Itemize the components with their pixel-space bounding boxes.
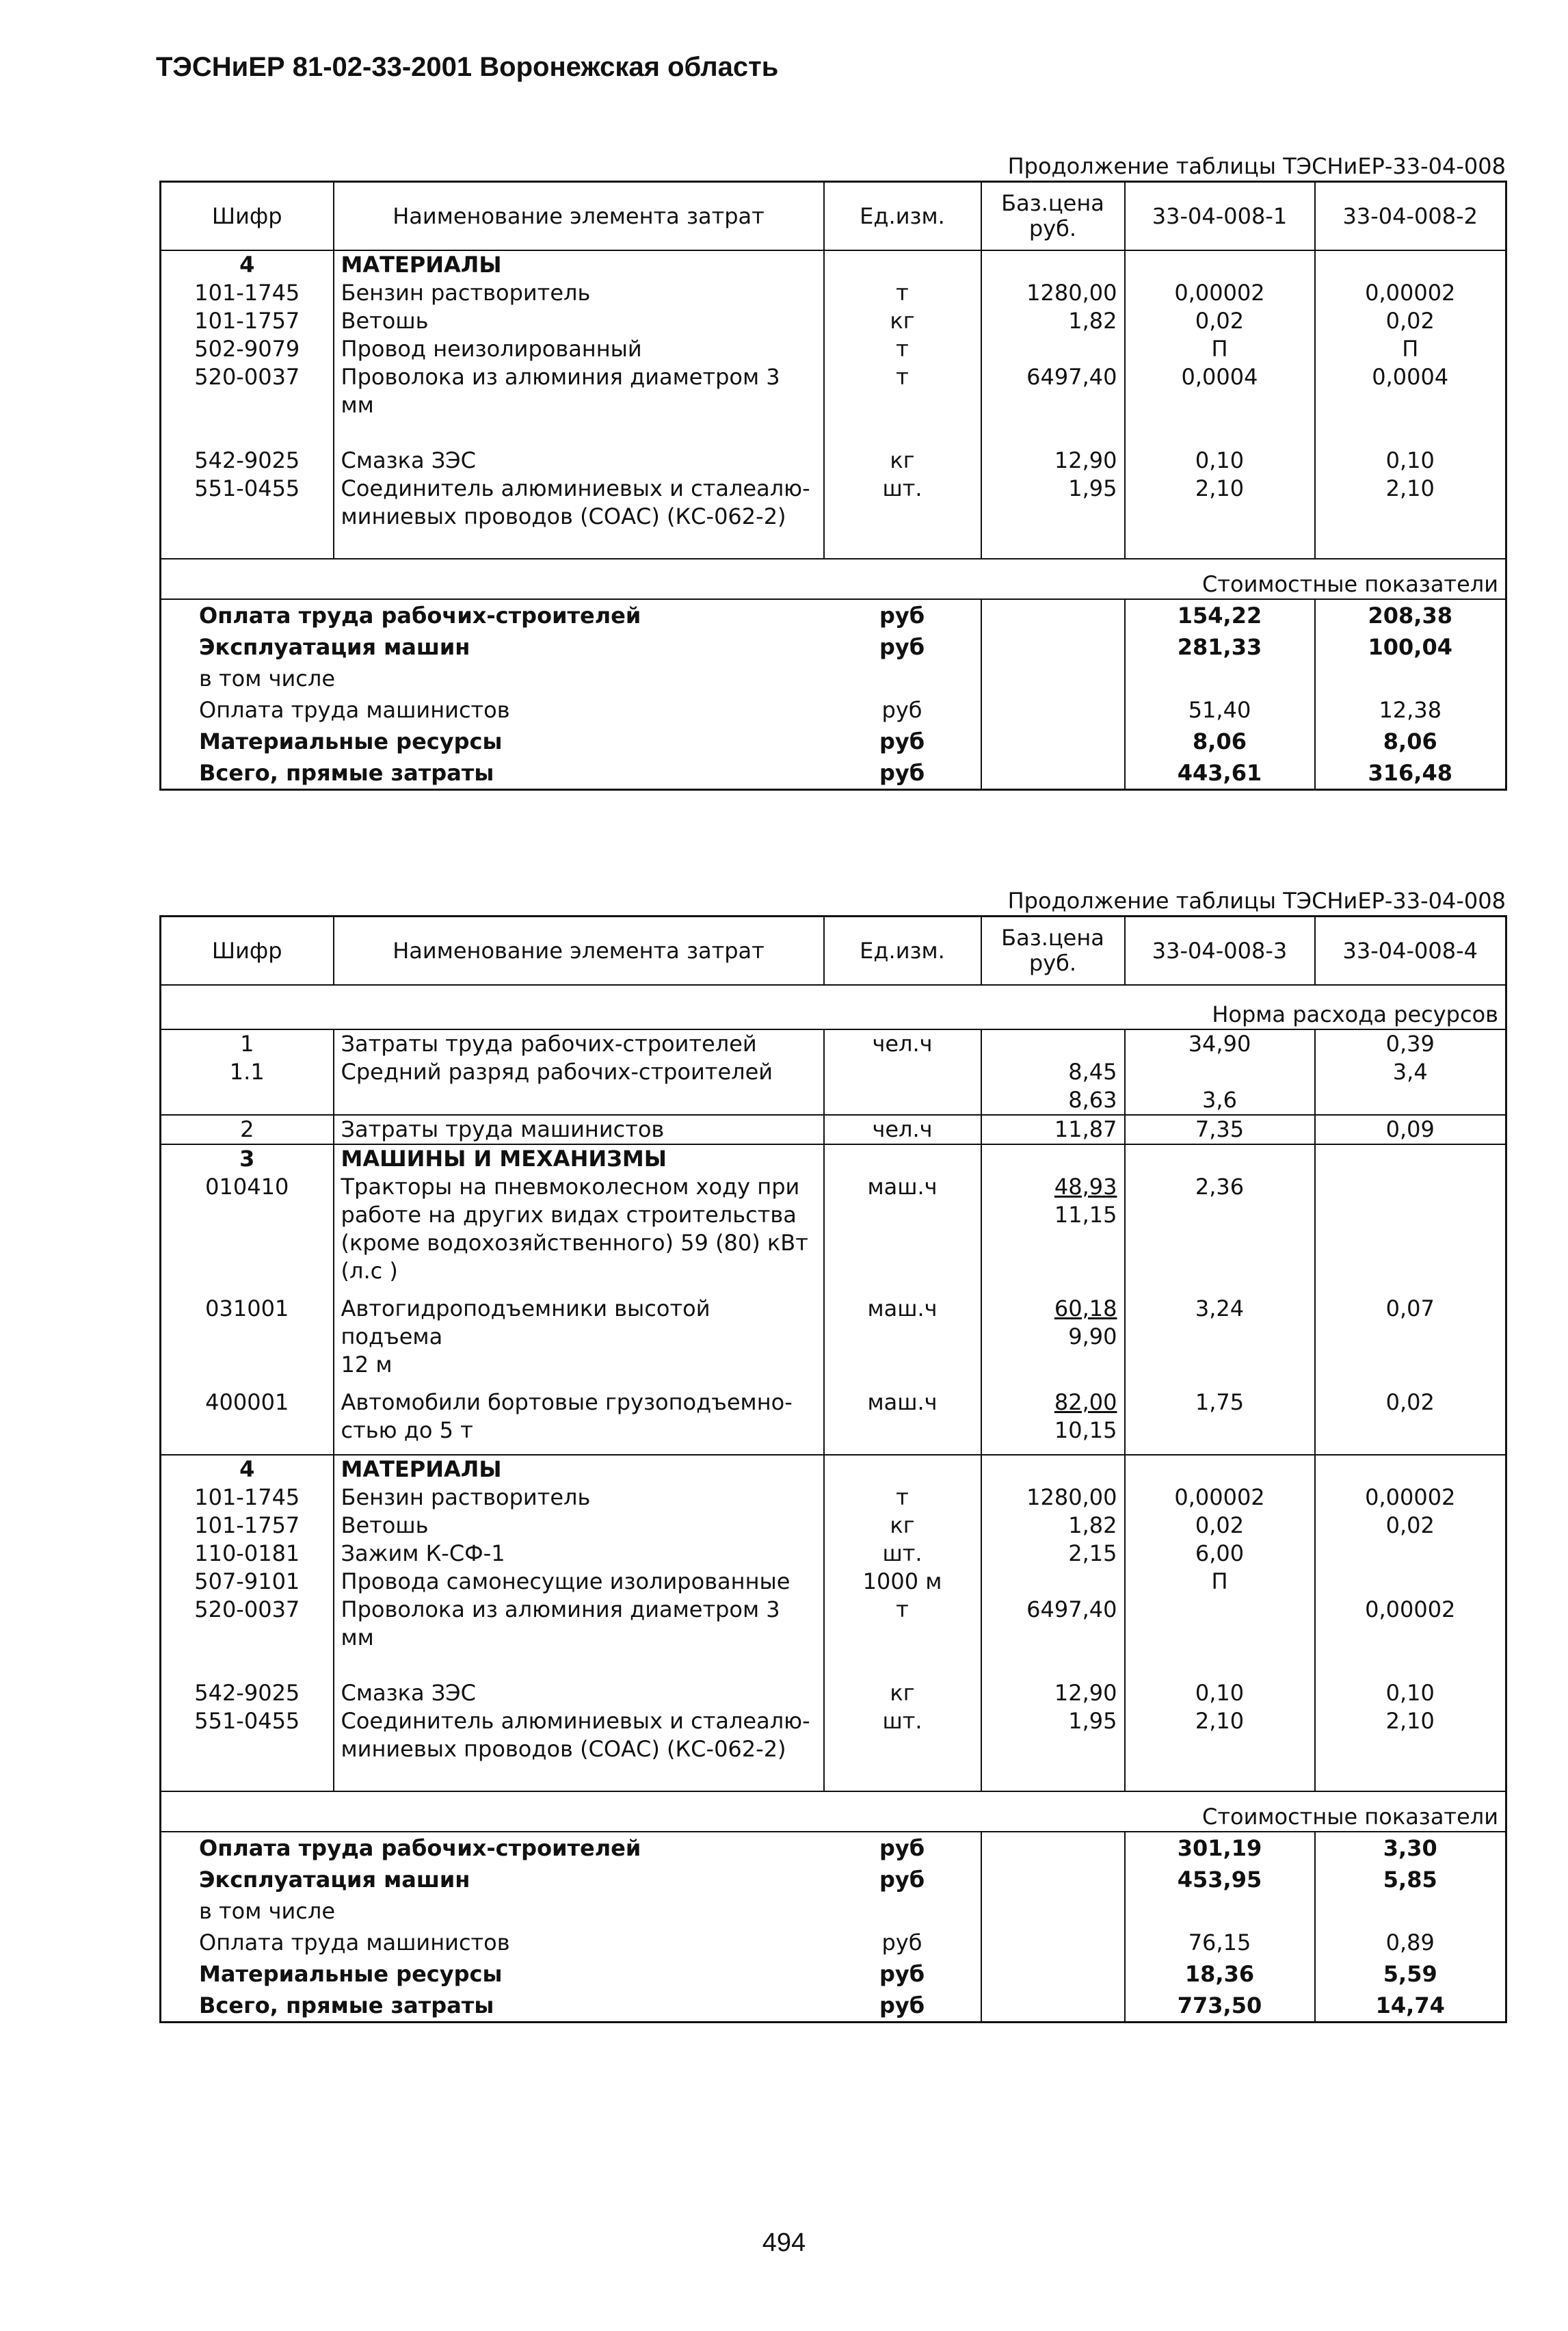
- row-code: 520-0037: [194, 364, 300, 390]
- document-title: ТЭСНиЕР 81-02-33-2001 Воронежская область: [156, 52, 779, 82]
- totals-value-a: 51,40: [1125, 694, 1315, 726]
- section-name: МАШИНЫ И МЕХАНИЗМЫ: [334, 1144, 824, 1173]
- row-unit: кг: [824, 1512, 981, 1540]
- totals-value-b: 5,59: [1315, 1958, 1506, 1990]
- totals-value-b: 14,74: [1315, 1990, 1506, 2023]
- totals-unit: руб: [879, 1835, 925, 1861]
- totals-unit: руб: [881, 1930, 922, 1955]
- totals-label: Оплата труда рабочих-строителей: [199, 603, 641, 629]
- empty-cell: [1125, 250, 1315, 279]
- totals-label: Всего, прямые затраты: [199, 1992, 494, 2018]
- cost-indicators-label: [161, 559, 1506, 599]
- row-name: Ветошь: [334, 307, 824, 335]
- price-main: 48,93: [1054, 1174, 1117, 1200]
- row-name: Тракторы на пневмоколесном ходу при работе на других видах строительства (кроме водохозяйственного) 59 (80) кВт (л.с ): [334, 1173, 824, 1295]
- row-price: [981, 335, 1125, 363]
- totals-value-a: [1125, 663, 1315, 694]
- machine-row: [161, 1388, 1506, 1455]
- empty-cell: [981, 1927, 1125, 1958]
- row-value-a: П: [1125, 335, 1315, 363]
- section-code: 4: [239, 1456, 255, 1482]
- row-unit: [824, 1058, 981, 1086]
- totals-value-a: 18,36: [1125, 1958, 1315, 1990]
- empty-cell: [1125, 1144, 1315, 1173]
- row-name: Затраты труда рабочих-строителей: [334, 1029, 824, 1058]
- totals-value-b: 12,38: [1315, 694, 1506, 726]
- row-price: 6497,40: [981, 363, 1125, 447]
- empty-cell: [981, 1144, 1125, 1173]
- table2: [159, 915, 1507, 2023]
- row-code: 031001: [205, 1295, 289, 1321]
- totals-row: [161, 599, 1506, 631]
- row-name: Смазка ЗЭС: [334, 447, 824, 475]
- row-value-a: 0,02: [1125, 307, 1315, 335]
- section-materials: [161, 250, 1506, 279]
- row-value-b: 0,07: [1315, 1295, 1506, 1388]
- totals-value-a: 773,50: [1125, 1990, 1315, 2023]
- row-unit: 1000 м: [824, 1568, 981, 1596]
- totals-value-b: [1315, 663, 1506, 694]
- material-row: [161, 363, 1506, 447]
- row-unit: кг: [824, 1679, 981, 1707]
- row-value-b: [1315, 1540, 1506, 1568]
- spacer-cell: [161, 1791, 1125, 1832]
- totals-row: [161, 1864, 1506, 1895]
- row-value-b: 0,00002: [1315, 1596, 1506, 1679]
- row-price: [981, 1173, 1125, 1295]
- row-name: Соединитель алюминиевых и сталеалю- миниевых проводов (СОАС) (КС-062-2): [334, 1707, 824, 1791]
- row-name: Затраты труда машинистов: [334, 1115, 824, 1144]
- totals-unit: руб: [879, 1992, 925, 2018]
- row-value-a: 7,35: [1125, 1115, 1315, 1144]
- empty-cell: [981, 631, 1125, 663]
- totals-row: [161, 1927, 1506, 1958]
- row-unit: [824, 1086, 981, 1115]
- row-value-a: 0,00002: [1125, 1484, 1315, 1512]
- row-code: 542-9025: [194, 447, 300, 473]
- empty-cell: [981, 250, 1125, 279]
- totals-value-a: 281,33: [1125, 631, 1315, 663]
- material-row: [161, 1568, 1506, 1596]
- table1-caption: Продолжение таблицы ТЭСНиЕР-33-04-008: [1007, 153, 1506, 179]
- section-code: 3: [239, 1146, 255, 1172]
- row-code: 520-0037: [194, 1596, 300, 1622]
- row-code: 542-9025: [194, 1680, 300, 1706]
- totals-value-a: 76,15: [1125, 1927, 1315, 1958]
- cost-indicators-label-text: Стоимостные показатели: [1125, 559, 1506, 599]
- col-header-a: 33-04-008-1: [1125, 182, 1315, 251]
- material-row: [161, 335, 1506, 363]
- empty-cell: [1125, 1455, 1315, 1484]
- row-unit: т: [824, 363, 981, 447]
- row-value-b: 0,39: [1315, 1029, 1506, 1058]
- section-name: МАТЕРИАЛЫ: [334, 250, 824, 279]
- row-value-a: 2,10: [1125, 475, 1315, 559]
- row-name: Зажим К-СФ-1: [334, 1540, 824, 1568]
- row-unit: чел.ч: [824, 1029, 981, 1058]
- row-value-b: П: [1315, 335, 1506, 363]
- row-value-b: 0,09: [1315, 1115, 1506, 1144]
- col-header-code: Шифр: [161, 182, 334, 251]
- row-value-a: 34,90: [1125, 1029, 1315, 1058]
- totals-value-a: 154,22: [1125, 599, 1315, 631]
- empty-cell: [824, 250, 981, 279]
- totals-unit: руб: [879, 728, 925, 754]
- row-code: 2: [161, 1115, 334, 1144]
- row-code: 101-1757: [194, 308, 300, 334]
- labor-row: [161, 1029, 1506, 1058]
- row-unit: шт.: [824, 1707, 981, 1791]
- row-code: 1: [240, 1031, 254, 1057]
- empty-cell: [981, 1990, 1125, 2023]
- totals-value-a: 301,19: [1125, 1832, 1315, 1864]
- row-name: Автомобили бортовые грузоподъемно- стью до 5 т: [334, 1388, 824, 1455]
- row-value-b: 0,00002: [1315, 279, 1506, 307]
- row-unit: маш.ч: [824, 1295, 981, 1388]
- norm-label: [161, 985, 1506, 1029]
- row-value-b: 0,10: [1315, 1679, 1506, 1707]
- totals-row: [161, 757, 1506, 790]
- col-header-price: Баз.цена руб.: [981, 182, 1125, 251]
- price-main: 82,00: [1054, 1389, 1117, 1415]
- row-value-b: 0,0004: [1315, 363, 1506, 447]
- row-price: 2,15: [981, 1540, 1125, 1568]
- col-header-b: 33-04-008-2: [1315, 182, 1506, 251]
- row-unit: т: [824, 1596, 981, 1679]
- totals-unit: [824, 663, 981, 694]
- material-row: [161, 1707, 1506, 1791]
- row-code: [161, 1086, 334, 1115]
- row-name: Смазка ЗЭС: [334, 1679, 824, 1707]
- row-code: 101-1757: [194, 1512, 300, 1538]
- totals-label: Всего, прямые затраты: [199, 760, 494, 786]
- totals-row: [161, 1895, 1506, 1927]
- totals-value-a: 8,06: [1125, 726, 1315, 757]
- material-row: [161, 447, 1506, 475]
- row-value-b: [1315, 1086, 1506, 1115]
- row-price: [981, 1295, 1125, 1388]
- col-header-b: 33-04-008-4: [1315, 917, 1506, 986]
- row-name: Бензин растворитель: [334, 279, 824, 307]
- empty-cell: [1315, 250, 1506, 279]
- row-price: 1,82: [981, 1512, 1125, 1540]
- row-unit: т: [824, 335, 981, 363]
- totals-label: Материальные ресурсы: [199, 1961, 503, 1987]
- price-operator: 10,15: [1054, 1417, 1117, 1443]
- row-price: 12,90: [981, 1679, 1125, 1707]
- totals-value-b: 100,04: [1315, 631, 1506, 663]
- labor-row: [161, 1086, 1506, 1115]
- empty-cell: [981, 1895, 1125, 1927]
- row-price: 1280,00: [981, 279, 1125, 307]
- material-row: [161, 1540, 1506, 1568]
- row-value-b: 2,10: [1315, 475, 1506, 559]
- row-value-a: 1,75: [1125, 1388, 1315, 1455]
- empty-cell: [981, 1455, 1125, 1484]
- totals-label: в том числе: [199, 666, 335, 692]
- section-name: МАТЕРИАЛЫ: [334, 1455, 824, 1484]
- totals-value-a: 453,95: [1125, 1864, 1315, 1895]
- row-unit: кг: [824, 447, 981, 475]
- material-row: [161, 1512, 1506, 1540]
- totals-label: Оплата труда машинистов: [199, 1930, 510, 1955]
- row-name: Провода самонесущие изолированные: [334, 1568, 824, 1596]
- row-value-a: 0,02: [1125, 1512, 1315, 1540]
- totals-unit: руб: [879, 760, 925, 786]
- cost-indicators-label: [161, 1791, 1506, 1832]
- row-price: 8,45: [981, 1058, 1125, 1086]
- row-value-b: 0,02: [1315, 1512, 1506, 1540]
- row-value-a: 0,0004: [1125, 363, 1315, 447]
- row-value-b: [1315, 1568, 1506, 1596]
- totals-label: Материальные ресурсы: [199, 728, 503, 754]
- totals-row: [161, 1958, 1506, 1990]
- row-code: 507-9101: [194, 1568, 300, 1594]
- row-unit: кг: [824, 307, 981, 335]
- totals-unit: [824, 1895, 981, 1927]
- spacer-cell: [161, 985, 1125, 1029]
- material-row: [161, 1484, 1506, 1512]
- table-header: [161, 182, 1506, 251]
- row-code: 101-1745: [194, 1484, 300, 1510]
- row-name: [334, 1086, 824, 1115]
- row-code: 502-9079: [194, 336, 300, 362]
- row-value-a: 0,00002: [1125, 279, 1315, 307]
- totals-row: [161, 726, 1506, 757]
- totals-value-b: 0,89: [1315, 1927, 1506, 1958]
- row-name: Проволока из алюминия диаметром 3 мм: [334, 1596, 824, 1679]
- material-row: [161, 279, 1506, 307]
- empty-cell: [824, 1144, 981, 1173]
- row-price: 11,87: [981, 1115, 1125, 1144]
- totals-value-b: [1315, 1895, 1506, 1927]
- empty-cell: [824, 1455, 981, 1484]
- row-value-a: 0,10: [1125, 1679, 1315, 1707]
- totals-label: Эксплуатация машин: [199, 634, 470, 660]
- row-value-a: 0,10: [1125, 447, 1315, 475]
- row-unit: т: [824, 279, 981, 307]
- row-value-a: 2,36: [1125, 1173, 1315, 1295]
- empty-cell: [981, 599, 1125, 631]
- table2-caption: Продолжение таблицы ТЭСНиЕР-33-04-008: [1007, 888, 1506, 914]
- section-code: 4: [239, 252, 255, 278]
- row-price: 1,95: [981, 475, 1125, 559]
- totals-unit: руб: [879, 1961, 925, 1987]
- row-value-a: [1125, 1058, 1315, 1086]
- row-name: Проволока из алюминия диаметром 3 мм: [334, 363, 824, 447]
- empty-cell: [981, 757, 1125, 790]
- totals-value-b: 5,85: [1315, 1864, 1506, 1895]
- norm-label-text: Норма расхода ресурсов: [1125, 985, 1506, 1029]
- col-header-name: Наименование элемента затрат: [334, 917, 824, 986]
- row-value-b: [1315, 1173, 1506, 1295]
- totals-value-b: 208,38: [1315, 599, 1506, 631]
- totals-label: Оплата труда рабочих-строителей: [199, 1835, 641, 1861]
- row-value-b: 2,10: [1315, 1707, 1506, 1791]
- row-unit: т: [824, 1484, 981, 1512]
- table-header: [161, 917, 1506, 986]
- row-name: Провод неизолированный: [334, 335, 824, 363]
- empty-cell: [981, 1958, 1125, 1990]
- totals-value-b: 8,06: [1315, 726, 1506, 757]
- totals-row: [161, 631, 1506, 663]
- totals-unit: руб: [879, 1867, 925, 1893]
- col-header-unit: Ед.изм.: [824, 917, 981, 986]
- row-price: [981, 1388, 1125, 1455]
- row-name: Средний разряд рабочих-строителей: [334, 1058, 824, 1086]
- price-operator: 9,90: [1068, 1323, 1117, 1349]
- col-header-a: 33-04-008-3: [1125, 917, 1315, 986]
- row-value-a: 6,00: [1125, 1540, 1315, 1568]
- row-price: 1280,00: [981, 1484, 1125, 1512]
- row-code: 110-0181: [194, 1540, 300, 1566]
- row-price: 6497,40: [981, 1596, 1125, 1679]
- totals-row: [161, 694, 1506, 726]
- totals-value-b: 3,30: [1315, 1832, 1506, 1864]
- material-row: [161, 475, 1506, 559]
- row-price: [981, 1029, 1125, 1058]
- row-value-a: 2,10: [1125, 1707, 1315, 1791]
- row-value-b: 0,02: [1315, 1388, 1506, 1455]
- row-unit: маш.ч: [824, 1173, 981, 1295]
- col-header-name: Наименование элемента затрат: [334, 182, 824, 251]
- totals-value-a: 443,61: [1125, 757, 1315, 790]
- row-unit: шт.: [824, 1540, 981, 1568]
- row-value-a: 3,24: [1125, 1295, 1315, 1388]
- row-name: Ветошь: [334, 1512, 824, 1540]
- row-price: 1,82: [981, 307, 1125, 335]
- row-price: 12,90: [981, 447, 1125, 475]
- totals-value-b: 316,48: [1315, 757, 1506, 790]
- page-number: 494: [762, 2228, 806, 2257]
- row-value-a: 3,6: [1125, 1086, 1315, 1115]
- row-value-a: [1125, 1596, 1315, 1679]
- section-machines: [161, 1144, 1506, 1173]
- row-code: 1.1: [229, 1059, 265, 1085]
- empty-cell: [981, 1832, 1125, 1864]
- empty-cell: [981, 726, 1125, 757]
- material-row: [161, 1596, 1506, 1679]
- row-code: 101-1745: [194, 280, 300, 306]
- empty-cell: [1315, 1144, 1506, 1173]
- totals-unit: руб: [881, 697, 922, 723]
- totals-value-a: [1125, 1895, 1315, 1927]
- spacer-cell: [161, 559, 1125, 599]
- price-main: 60,18: [1054, 1295, 1117, 1321]
- row-value-b: 3,4: [1315, 1058, 1506, 1086]
- price-operator: 11,15: [1054, 1202, 1117, 1228]
- totals-unit: руб: [879, 634, 925, 660]
- row-price: 8,63: [981, 1086, 1125, 1115]
- row-code: 010410: [205, 1174, 289, 1200]
- row-value-b: 0,00002: [1315, 1484, 1506, 1512]
- labor-row: [161, 1115, 1506, 1144]
- totals-row: [161, 1832, 1506, 1864]
- empty-cell: [981, 694, 1125, 726]
- totals-label: Оплата труда машинистов: [199, 697, 510, 723]
- row-value-a: П: [1125, 1568, 1315, 1596]
- totals-row: [161, 1990, 1506, 2023]
- totals-row: [161, 663, 1506, 694]
- row-code: 551-0455: [161, 1707, 334, 1791]
- row-name: Бензин растворитель: [334, 1484, 824, 1512]
- totals-unit: руб: [879, 603, 925, 629]
- row-code: 400001: [161, 1388, 334, 1455]
- section-materials: [161, 1455, 1506, 1484]
- empty-cell: [981, 663, 1125, 694]
- row-unit: чел.ч: [824, 1115, 981, 1144]
- row-price: [981, 1568, 1125, 1596]
- material-row: [161, 1679, 1506, 1707]
- row-name: Соединитель алюминиевых и сталеалю- миниевых проводов (СОАС) (КС-062-2): [334, 475, 824, 559]
- col-header-price: Баз.цена руб.: [981, 917, 1125, 986]
- cost-indicators-label-text: Стоимостные показатели: [1125, 1791, 1506, 1832]
- col-header-code: Шифр: [161, 917, 334, 986]
- totals-label: Эксплуатация машин: [199, 1867, 470, 1893]
- totals-label: в том числе: [199, 1898, 335, 1924]
- material-row: [161, 307, 1506, 335]
- row-name: Автогидроподъемники высотой подъема 12 м: [334, 1295, 824, 1388]
- col-header-unit: Ед.изм.: [824, 182, 981, 251]
- empty-cell: [981, 1864, 1125, 1895]
- machine-row: [161, 1173, 1506, 1295]
- row-value-b: 0,02: [1315, 307, 1506, 335]
- labor-row: [161, 1058, 1506, 1086]
- row-code: 551-0455: [161, 475, 334, 559]
- row-unit: шт.: [824, 475, 981, 559]
- row-unit: маш.ч: [824, 1388, 981, 1455]
- empty-cell: [1315, 1455, 1506, 1484]
- row-value-b: 0,10: [1315, 447, 1506, 475]
- machine-row: [161, 1295, 1506, 1388]
- row-price: 1,95: [981, 1707, 1125, 1791]
- table1: [159, 181, 1507, 791]
